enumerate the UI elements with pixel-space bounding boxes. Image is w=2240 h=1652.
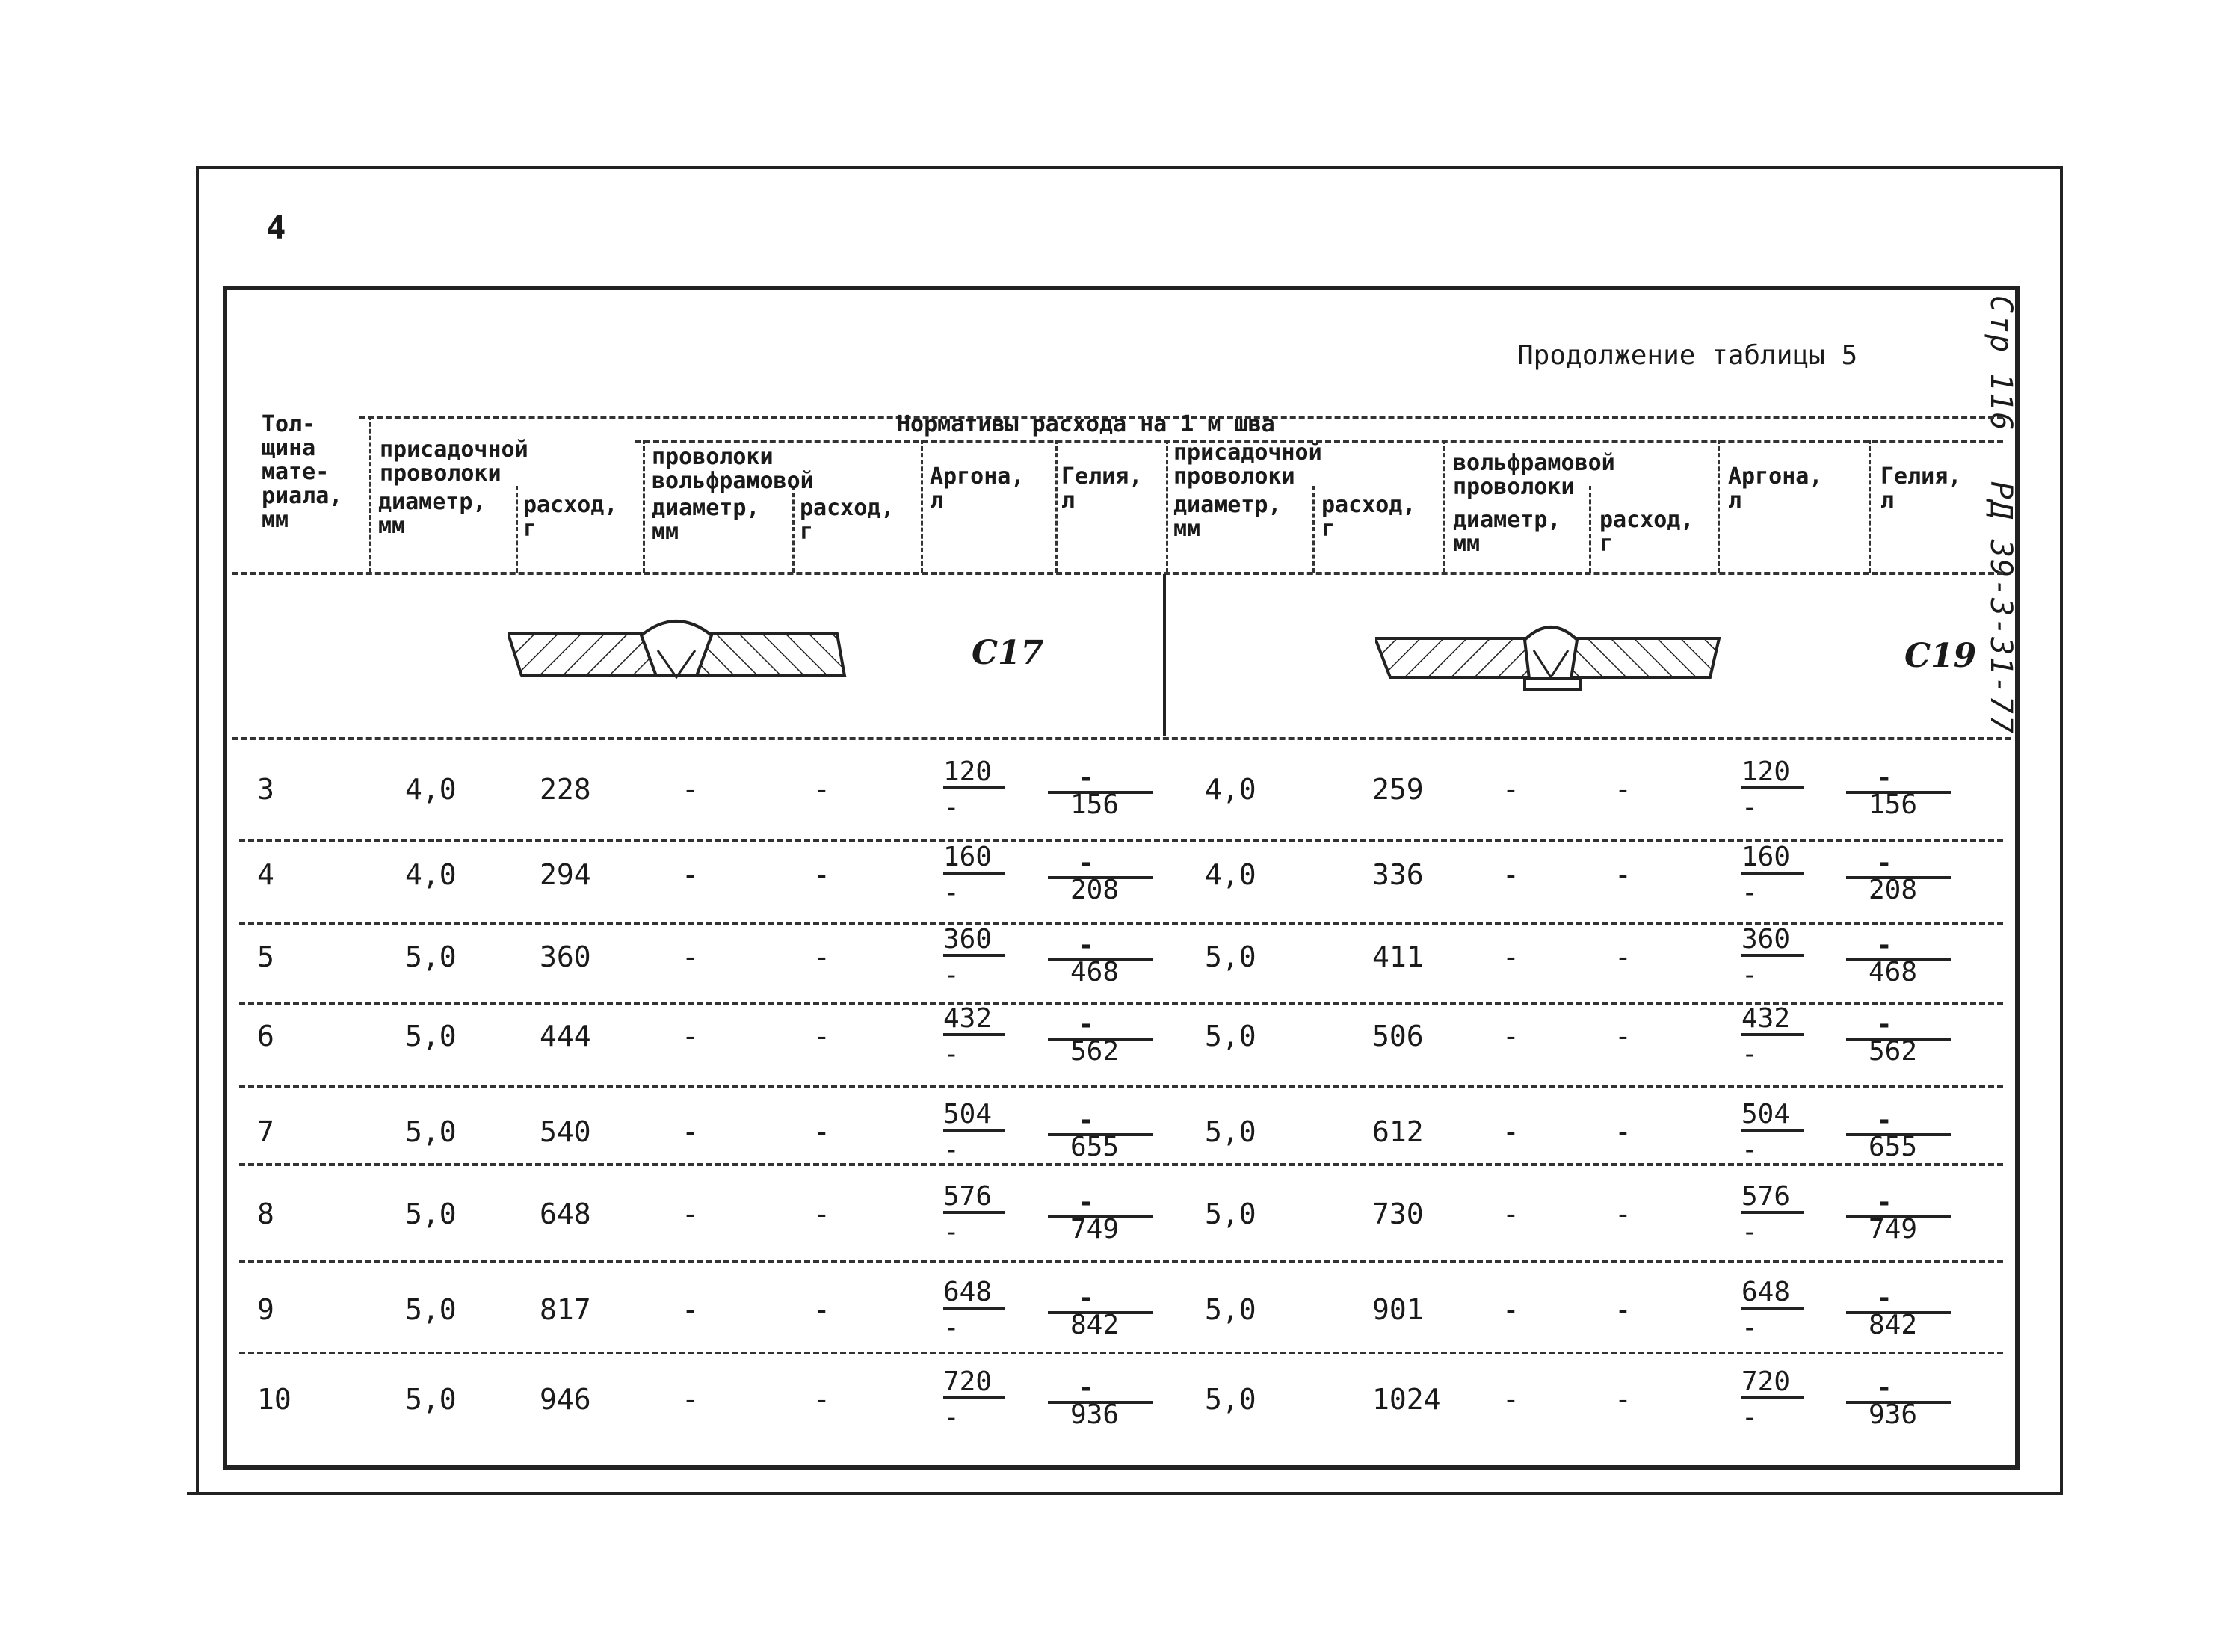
- helium-value: 468: [1869, 957, 1918, 987]
- argon-dash: -: [1741, 1135, 1758, 1165]
- header-consumption-3: расход, г: [1321, 492, 1416, 542]
- cell-thickness: 7: [257, 1115, 274, 1148]
- cell-tungsten-consumption: -: [813, 773, 830, 806]
- col-sep: [1443, 440, 1445, 573]
- cell-tungsten-consumption-right: -: [1614, 773, 1632, 806]
- argon-dash: -: [943, 1135, 960, 1165]
- helium-value: 842: [1869, 1310, 1918, 1340]
- cell-tungsten-consumption-right: -: [1614, 1020, 1632, 1052]
- col-sep: [516, 486, 518, 573]
- helium-value: 208: [1070, 875, 1120, 905]
- header-diameter-2: диаметр, мм: [652, 495, 760, 545]
- cell-diameter: 5,0: [405, 1293, 457, 1326]
- argon-value: 360: [943, 925, 1005, 957]
- helium-value: 156: [1869, 789, 1918, 820]
- header-thickness: Тол- щина мате- риала, мм: [262, 411, 343, 533]
- cell-tungsten-consumption: -: [813, 1115, 830, 1148]
- helium-dash: -: [1876, 1372, 1892, 1403]
- cell-tungsten-diameter-right: -: [1502, 858, 1519, 891]
- fraction-line: [1048, 958, 1153, 961]
- cell-tungsten-diameter: -: [682, 1293, 699, 1326]
- fraction-line: [1048, 1401, 1153, 1404]
- argon-dash: -: [943, 878, 960, 908]
- header-helium-2: Гелия, л: [1880, 463, 1962, 514]
- argon-value: 120: [943, 758, 1005, 789]
- argon-dash: -: [1741, 1039, 1758, 1070]
- cell-thickness: 9: [257, 1293, 274, 1326]
- cell-thickness: 6: [257, 1020, 274, 1052]
- header-tungsten-wire-2: вольфрамовой проволоки: [1453, 450, 1615, 500]
- argon-dash: -: [1741, 878, 1758, 908]
- helium-value: 468: [1070, 957, 1120, 987]
- argon-value: 576: [1741, 1183, 1804, 1214]
- cell-consumption: 540: [540, 1115, 591, 1148]
- cell-tungsten-diameter-right: -: [1502, 1115, 1519, 1148]
- argon-value: 648: [943, 1278, 1005, 1310]
- cell-consumption: 946: [540, 1383, 591, 1416]
- argon-dash: -: [943, 1217, 960, 1248]
- argon-dash: -: [1741, 792, 1758, 823]
- cell-tungsten-diameter: -: [682, 1115, 699, 1148]
- cell-consumption-right: 901: [1372, 1293, 1424, 1326]
- fraction-line: [1846, 1133, 1951, 1136]
- cell-tungsten-consumption: -: [813, 1198, 830, 1230]
- argon-dash: -: [943, 960, 960, 990]
- cell-tungsten-consumption: -: [813, 940, 830, 973]
- header-filler-wire-1: присадочной проволоки: [380, 437, 528, 487]
- helium-dash: -: [1876, 1105, 1892, 1135]
- helium-value: 936: [1070, 1399, 1120, 1430]
- cell-tungsten-diameter: -: [682, 1198, 699, 1230]
- header-diameter-4: диаметр, мм: [1453, 507, 1561, 557]
- fraction-line: [1846, 1038, 1951, 1041]
- cell-thickness: 4: [257, 858, 274, 891]
- cell-consumption-right: 259: [1372, 773, 1424, 806]
- argon-value: 432: [1741, 1005, 1804, 1036]
- cell-tungsten-consumption-right: -: [1614, 858, 1632, 891]
- cell-diameter: 5,0: [405, 1020, 457, 1052]
- header-consumption-4: расход, г: [1599, 507, 1694, 557]
- side-note-doc: РД 39-3-31-77: [1984, 481, 2018, 735]
- header-diameter-1: диаметр, мм: [378, 489, 487, 539]
- helium-dash: -: [1078, 1187, 1094, 1218]
- cell-tungsten-consumption-right: -: [1614, 1383, 1632, 1416]
- helium-value: 749: [1070, 1214, 1120, 1245]
- helium-value: 842: [1070, 1310, 1120, 1340]
- cell-diameter: 5,0: [405, 1383, 457, 1416]
- header-argon-1: Аргона, л: [930, 463, 1025, 514]
- helium-dash: -: [1078, 848, 1094, 878]
- cell-tungsten-consumption-right: -: [1614, 1293, 1632, 1326]
- fraction-line: [1048, 1311, 1153, 1314]
- argon-value: 432: [943, 1005, 1005, 1036]
- joint-divider: [1163, 574, 1166, 736]
- argon-dash: -: [1741, 1217, 1758, 1248]
- header-helium-1: Гелия, л: [1061, 463, 1143, 514]
- header-consumption-1: расход, г: [523, 492, 618, 542]
- argon-value: 576: [943, 1183, 1005, 1214]
- helium-dash: -: [1876, 1187, 1892, 1218]
- helium-value: 655: [1869, 1132, 1918, 1162]
- col-sep: [1869, 440, 1871, 573]
- outer-frame-bottom: [187, 1492, 2063, 1495]
- cell-consumption: 444: [540, 1020, 591, 1052]
- cell-consumption-right: 1024: [1372, 1383, 1441, 1416]
- cell-tungsten-diameter: -: [682, 940, 699, 973]
- cell-tungsten-consumption: -: [813, 1383, 830, 1416]
- helium-dash: -: [1078, 1105, 1094, 1135]
- helium-dash: -: [1078, 1009, 1094, 1040]
- cell-tungsten-diameter: -: [682, 1020, 699, 1052]
- row-separator: [239, 1002, 2003, 1005]
- cell-tungsten-consumption-right: -: [1614, 1115, 1632, 1148]
- row-separator: [239, 1260, 2003, 1263]
- cell-tungsten-consumption: -: [813, 1293, 830, 1326]
- argon-dash: -: [943, 1039, 960, 1070]
- cell-consumption: 360: [540, 940, 591, 973]
- fraction-line: [1048, 1215, 1153, 1218]
- argon-dash: -: [943, 792, 960, 823]
- cell-diameter-right: 5,0: [1205, 1198, 1256, 1230]
- cell-tungsten-diameter-right: -: [1502, 1293, 1519, 1326]
- cell-consumption-right: 506: [1372, 1020, 1424, 1052]
- fraction-line: [1846, 876, 1951, 879]
- cell-tungsten-diameter-right: -: [1502, 1198, 1519, 1230]
- helium-value: 655: [1070, 1132, 1120, 1162]
- header-argon-2: Аргона, л: [1728, 463, 1823, 514]
- argon-value: 360: [1741, 925, 1804, 957]
- helium-dash: -: [1876, 930, 1892, 961]
- argon-dash: -: [1741, 1402, 1758, 1433]
- cell-tungsten-diameter-right: -: [1502, 773, 1519, 806]
- fraction-line: [1846, 791, 1951, 794]
- fraction-line: [1846, 958, 1951, 961]
- cell-tungsten-consumption: -: [813, 1020, 830, 1052]
- col-sep: [921, 440, 923, 573]
- cell-tungsten-diameter: -: [682, 773, 699, 806]
- cell-consumption: 648: [540, 1198, 591, 1230]
- helium-value: 562: [1869, 1036, 1918, 1067]
- row-separator: [239, 1163, 2003, 1166]
- header-bottom-line: [232, 572, 2003, 575]
- col-sep: [792, 486, 795, 573]
- cell-diameter: 5,0: [405, 1198, 457, 1230]
- cell-diameter-right: 4,0: [1205, 773, 1256, 806]
- joint-c19-sketch: [1375, 613, 1734, 703]
- pencil-mark: 4: [266, 209, 286, 247]
- continuation-title: Продолжение таблицы 5: [1517, 340, 1858, 371]
- cell-tungsten-diameter-right: -: [1502, 1383, 1519, 1416]
- cell-diameter-right: 5,0: [1205, 1020, 1256, 1052]
- argon-dash: -: [943, 1402, 960, 1433]
- helium-dash: -: [1876, 762, 1892, 793]
- fraction-line: [1048, 876, 1153, 879]
- cell-tungsten-consumption-right: -: [1614, 1198, 1632, 1230]
- helium-dash: -: [1876, 848, 1892, 878]
- fraction-line: [1846, 1311, 1951, 1314]
- argon-value: 120: [1741, 758, 1804, 789]
- helium-dash: -: [1078, 1372, 1094, 1403]
- col-sep: [1718, 440, 1720, 573]
- argon-value: 720: [1741, 1368, 1804, 1399]
- cell-diameter: 4,0: [405, 773, 457, 806]
- helium-dash: -: [1078, 930, 1094, 961]
- argon-dash: -: [1741, 1313, 1758, 1343]
- row-separator: [239, 922, 2003, 925]
- helium-value: 156: [1070, 789, 1120, 820]
- cell-diameter-right: 5,0: [1205, 940, 1256, 973]
- cell-thickness: 8: [257, 1198, 274, 1230]
- col-sep: [1312, 486, 1315, 573]
- argon-value: 648: [1741, 1278, 1804, 1310]
- helium-value: 208: [1869, 875, 1918, 905]
- helium-value: 562: [1070, 1036, 1120, 1067]
- fraction-line: [1048, 1133, 1153, 1136]
- helium-dash: -: [1876, 1009, 1892, 1040]
- helium-dash: -: [1876, 1283, 1892, 1313]
- header-filler-wire-2: присадочной проволоки: [1173, 440, 1322, 490]
- cell-diameter-right: 5,0: [1205, 1115, 1256, 1148]
- side-note: [1984, 295, 2018, 765]
- col-sep: [1055, 440, 1058, 573]
- col-sep: [369, 416, 371, 573]
- cell-tungsten-consumption-right: -: [1614, 940, 1632, 973]
- cell-diameter: 5,0: [405, 940, 457, 973]
- cell-thickness: 10: [257, 1383, 291, 1416]
- cell-consumption: 228: [540, 773, 591, 806]
- data-top-line: [232, 737, 2011, 740]
- argon-value: 504: [943, 1100, 1005, 1132]
- cell-tungsten-consumption: -: [813, 858, 830, 891]
- cell-tungsten-diameter-right: -: [1502, 1020, 1519, 1052]
- helium-dash: -: [1078, 762, 1094, 793]
- row-separator: [239, 1085, 2003, 1088]
- cell-diameter-right: 4,0: [1205, 858, 1256, 891]
- joint-c17-sketch: [508, 613, 852, 695]
- cell-tungsten-diameter: -: [682, 1383, 699, 1416]
- cell-diameter-right: 5,0: [1205, 1293, 1256, 1326]
- header-consumption-2: расход, г: [800, 495, 895, 545]
- fraction-line: [1048, 791, 1153, 794]
- fraction-line: [1048, 1038, 1153, 1041]
- side-note-page: Стр 116: [1984, 295, 2018, 432]
- helium-value: 936: [1869, 1399, 1918, 1430]
- cell-diameter: 4,0: [405, 858, 457, 891]
- argon-dash: -: [943, 1313, 960, 1343]
- argon-dash: -: [1741, 960, 1758, 990]
- helium-value: 749: [1869, 1214, 1918, 1245]
- cell-consumption-right: 730: [1372, 1198, 1424, 1230]
- argon-value: 504: [1741, 1100, 1804, 1132]
- cell-consumption: 817: [540, 1293, 591, 1326]
- header-group-title: Нормативы расхода на 1 м шва: [897, 411, 1275, 437]
- cell-consumption-right: 336: [1372, 858, 1424, 891]
- header-tungsten-wire-1: проволоки вольфрамовой: [652, 444, 814, 494]
- helium-dash: -: [1078, 1283, 1094, 1313]
- cell-thickness: 3: [257, 773, 274, 806]
- fraction-line: [1846, 1215, 1951, 1218]
- row-separator: [239, 1352, 2003, 1354]
- cell-consumption-right: 612: [1372, 1115, 1424, 1148]
- cell-consumption: 294: [540, 858, 591, 891]
- argon-value: 160: [1741, 843, 1804, 875]
- joint-c19-label: С19: [1904, 637, 1977, 675]
- cell-tungsten-diameter-right: -: [1502, 940, 1519, 973]
- col-sep: [1166, 440, 1168, 573]
- col-sep: [643, 440, 645, 573]
- cell-diameter: 5,0: [405, 1115, 457, 1148]
- argon-value: 720: [943, 1368, 1005, 1399]
- joint-c17-label: С17: [972, 634, 1044, 672]
- cell-thickness: 5: [257, 940, 274, 973]
- fraction-line: [1846, 1401, 1951, 1404]
- argon-value: 160: [943, 843, 1005, 875]
- header-diameter-3: диаметр, мм: [1173, 492, 1282, 542]
- cell-tungsten-diameter: -: [682, 858, 699, 891]
- row-separator: [239, 839, 2003, 842]
- cell-diameter-right: 5,0: [1205, 1383, 1256, 1416]
- cell-consumption-right: 411: [1372, 940, 1424, 973]
